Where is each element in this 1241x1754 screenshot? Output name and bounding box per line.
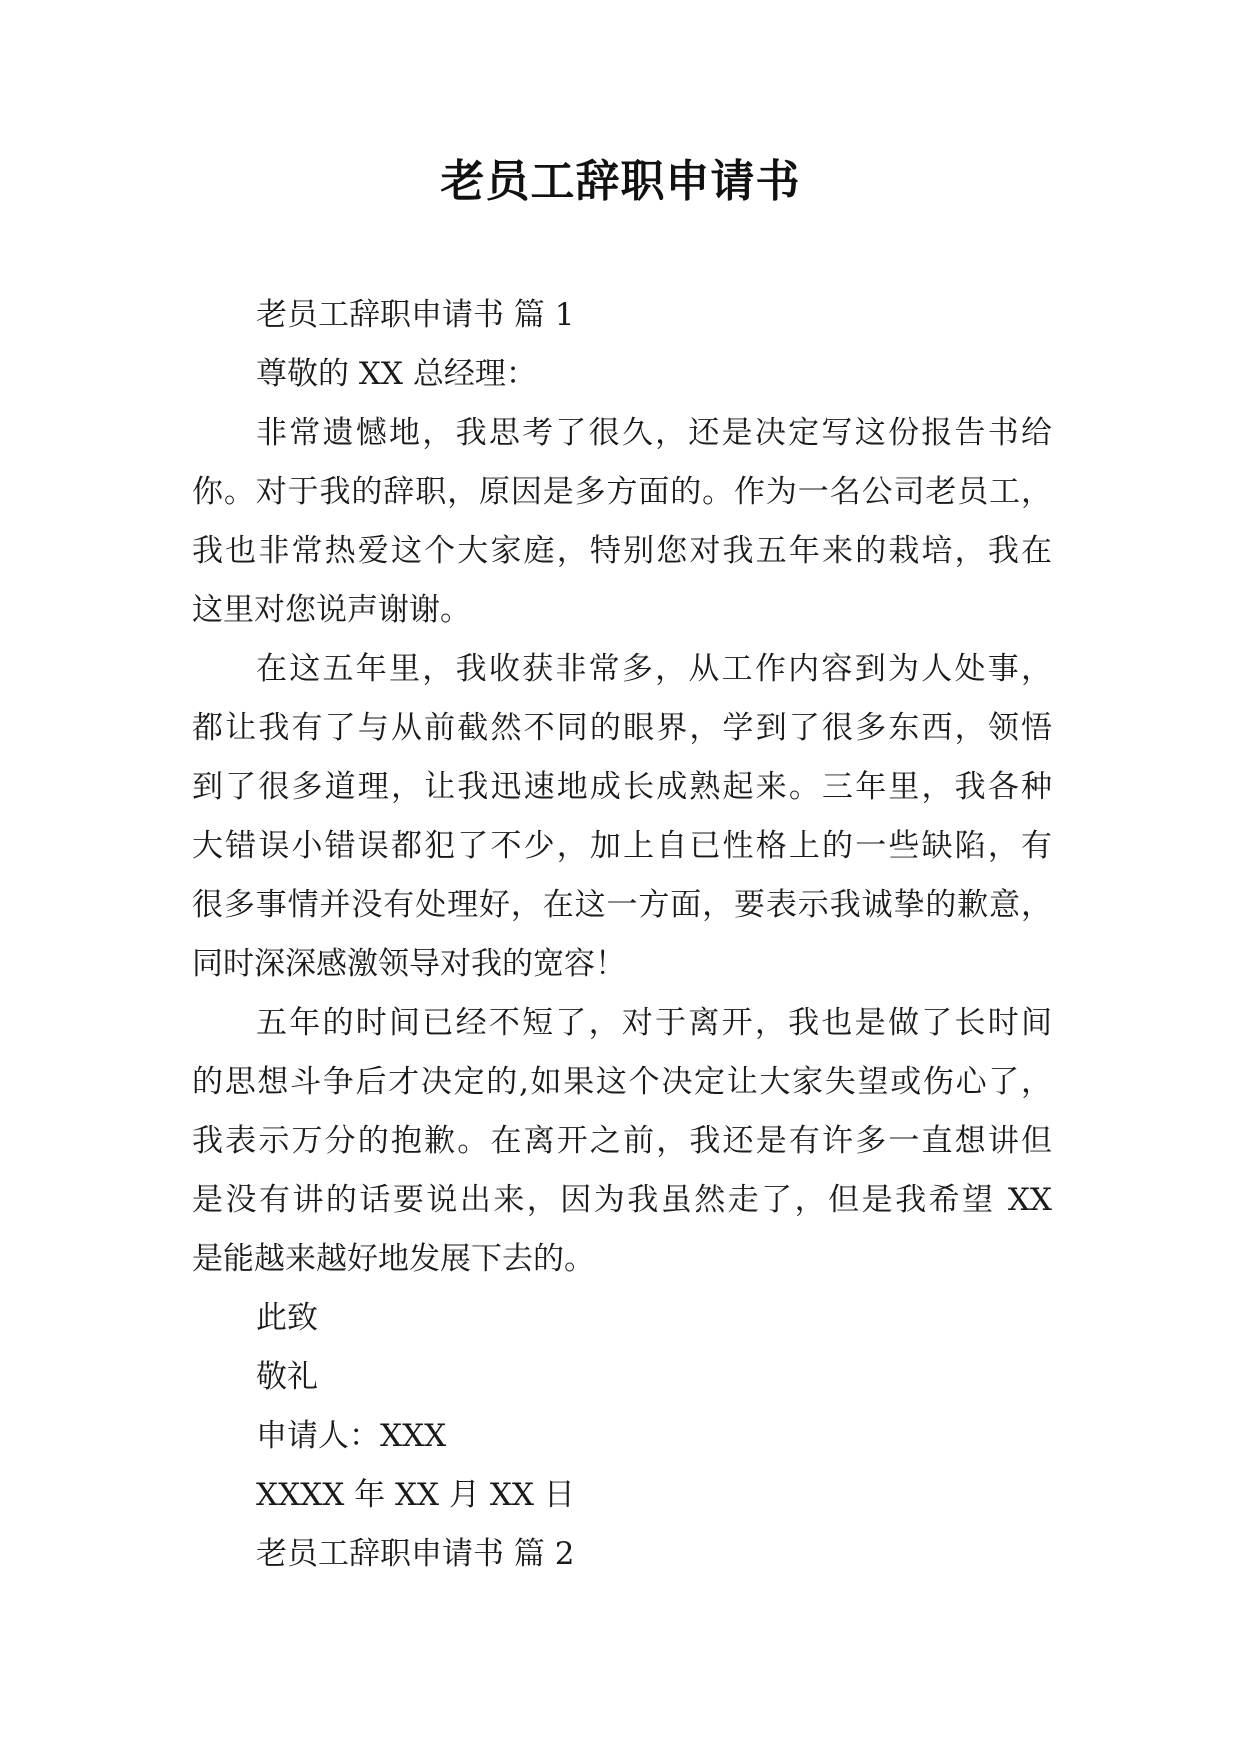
text-line: 我表示万分的抱歉。在离开之前，我还是有许多一直想讲但 (192, 1123, 1052, 1159)
text-line: 都让我有了与从前截然不同的眼界，学到了很多东西，领悟 (192, 710, 1052, 746)
text-line: 大错误小错误都犯了不少，加上自已性格上的一些缺陷，有 (192, 828, 1052, 864)
document-title: 老员工辞职申请书 (440, 156, 801, 207)
text-line: 老员工辞职申请书 篇 1 (256, 297, 575, 333)
text-line: 此致 (256, 1300, 318, 1336)
text-line: 五年的时间已经不短了，对于离开，我也是做了长时间 (256, 1005, 1052, 1041)
text-line: 同时深深感激领导对我的宽容！ (192, 946, 626, 982)
text-line: 这里对您说声谢谢。 (192, 592, 471, 628)
text-line: 很多事情并没有处理好，在这一方面，要表示我诚挚的歉意， (192, 887, 1052, 923)
text-line: 我也非常热爱这个大家庭，特别您对我五年来的栽培，我在 (192, 533, 1052, 569)
text-line: 敬礼 (256, 1359, 318, 1395)
document-body (192, 286, 1052, 1584)
text-line: 尊敬的 XX 总经理： (256, 356, 537, 392)
text-line: 申请人：XXX (256, 1418, 447, 1454)
text-line: 是能越来越好地发展下去的。 (192, 1241, 595, 1277)
text-line: 是没有讲的话要说出来，因为我虽然走了，但是我希望 XX (192, 1182, 1052, 1218)
text-line: 你。对于我的辞职，原因是多方面的。作为一名公司老员工， (192, 474, 1052, 510)
text-line: 非常遗憾地，我思考了很久，还是决定写这份报告书给 (256, 415, 1052, 451)
text-line: 到了很多道理，让我迅速地成长成熟起来。三年里，我各种 (192, 769, 1052, 805)
text-line: 老员工辞职申请书 篇 2 (256, 1536, 575, 1572)
text-line: 的思想斗争后才决定的,如果这个决定让大家失望或伤心了， (192, 1064, 1052, 1100)
text-line: 在这五年里，我收获非常多，从工作内容到为人处事， (256, 651, 1052, 687)
text-line: XXXX 年 XX 月 XX 日 (256, 1477, 575, 1513)
